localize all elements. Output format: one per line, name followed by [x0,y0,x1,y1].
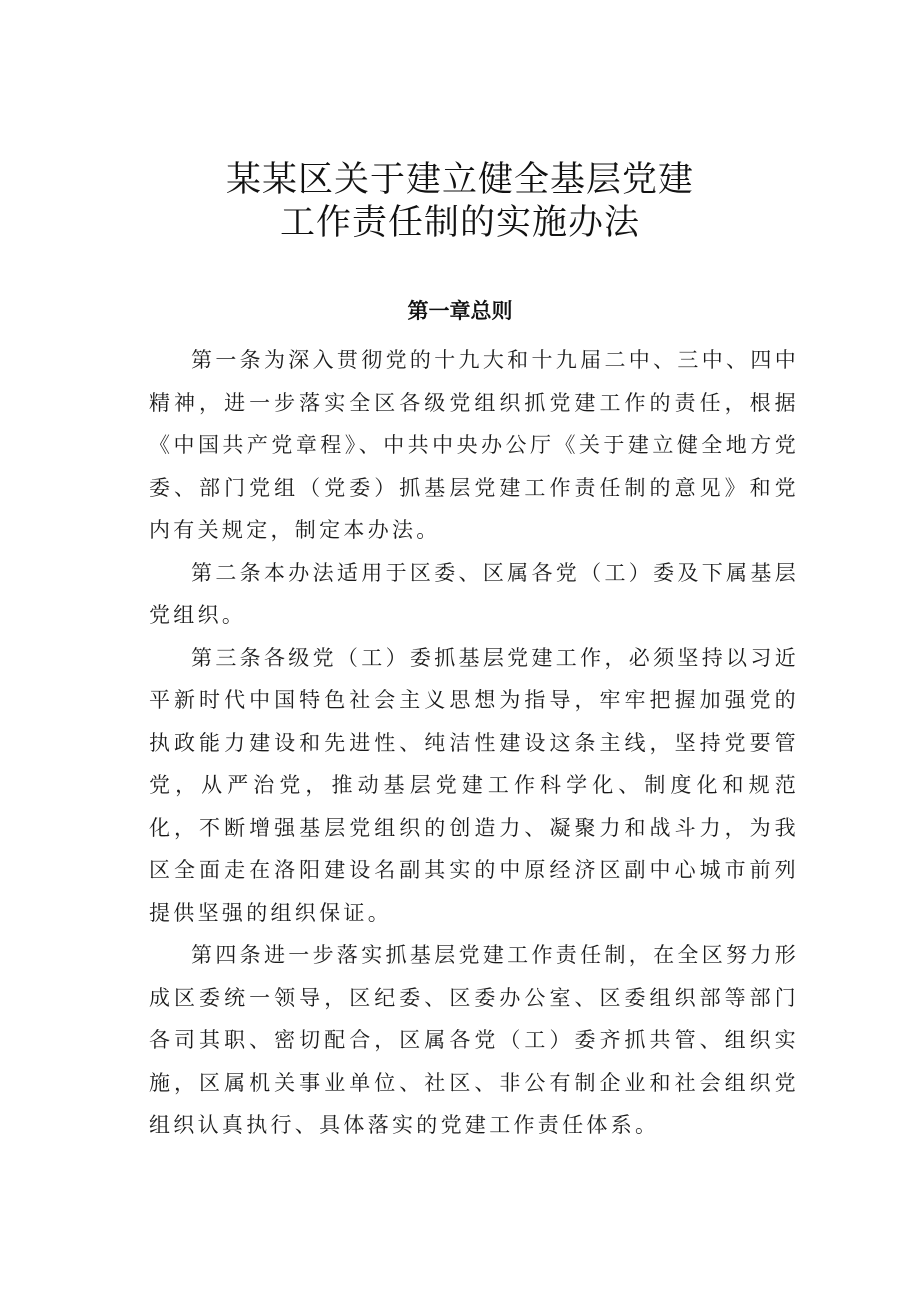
article-3-paragraph: 第三条各级党（工）委抓基层党建工作，必须坚持以习近平新时代中国特色社会主义思想为指导，牢牢把握加强党的执政能力建设和先进性、纯洁性建设这条主线，坚持党要管党，从严治党，推动基层党建工作科学化、制度化和规范化，不断增强基层党组织的创造力、凝聚力和战斗力，为我区全面走在洛阳建设名副其实的中原经济区副中心城市前列提供坚强的组织保证。 [149,645,799,925]
document-title-line-1: 某某区关于建立健全基层党建 [225,160,694,200]
article-1-paragraph: 第一条为深入贯彻党的十九大和十九届二中、三中、四中精神，进一步落实全区各级党组织抓党建工作的责任，根据《中国共产党章程》、中共中央办公厅《关于建立健全地方党委、部门党组（党委）抓基层党建工作责任制的意见》和党内有关规定，制定本办法。 [149,348,799,542]
chapter-heading: 第一章总则 [407,299,513,323]
article-4-paragraph: 第四条进一步落实抓基层党建工作责任制，在全区努力形成区委统一领导，区纪委、区委办公室、区委组织部等部门各司其职、密切配合，区属各党（工）委齐抓共管、组织实施，区属机关事业单位、社区、非公有制企业和社会组织党组织认真执行、具体落实的党建工作责任体系。 [149,943,799,1137]
document-title-line-2: 工作责任制的实施办法 [279,203,640,243]
document-body [149,339,799,1147]
article-2-paragraph: 第二条本办法适用于区委、区属各党（工）委及下属基层党组织。 [149,560,799,627]
